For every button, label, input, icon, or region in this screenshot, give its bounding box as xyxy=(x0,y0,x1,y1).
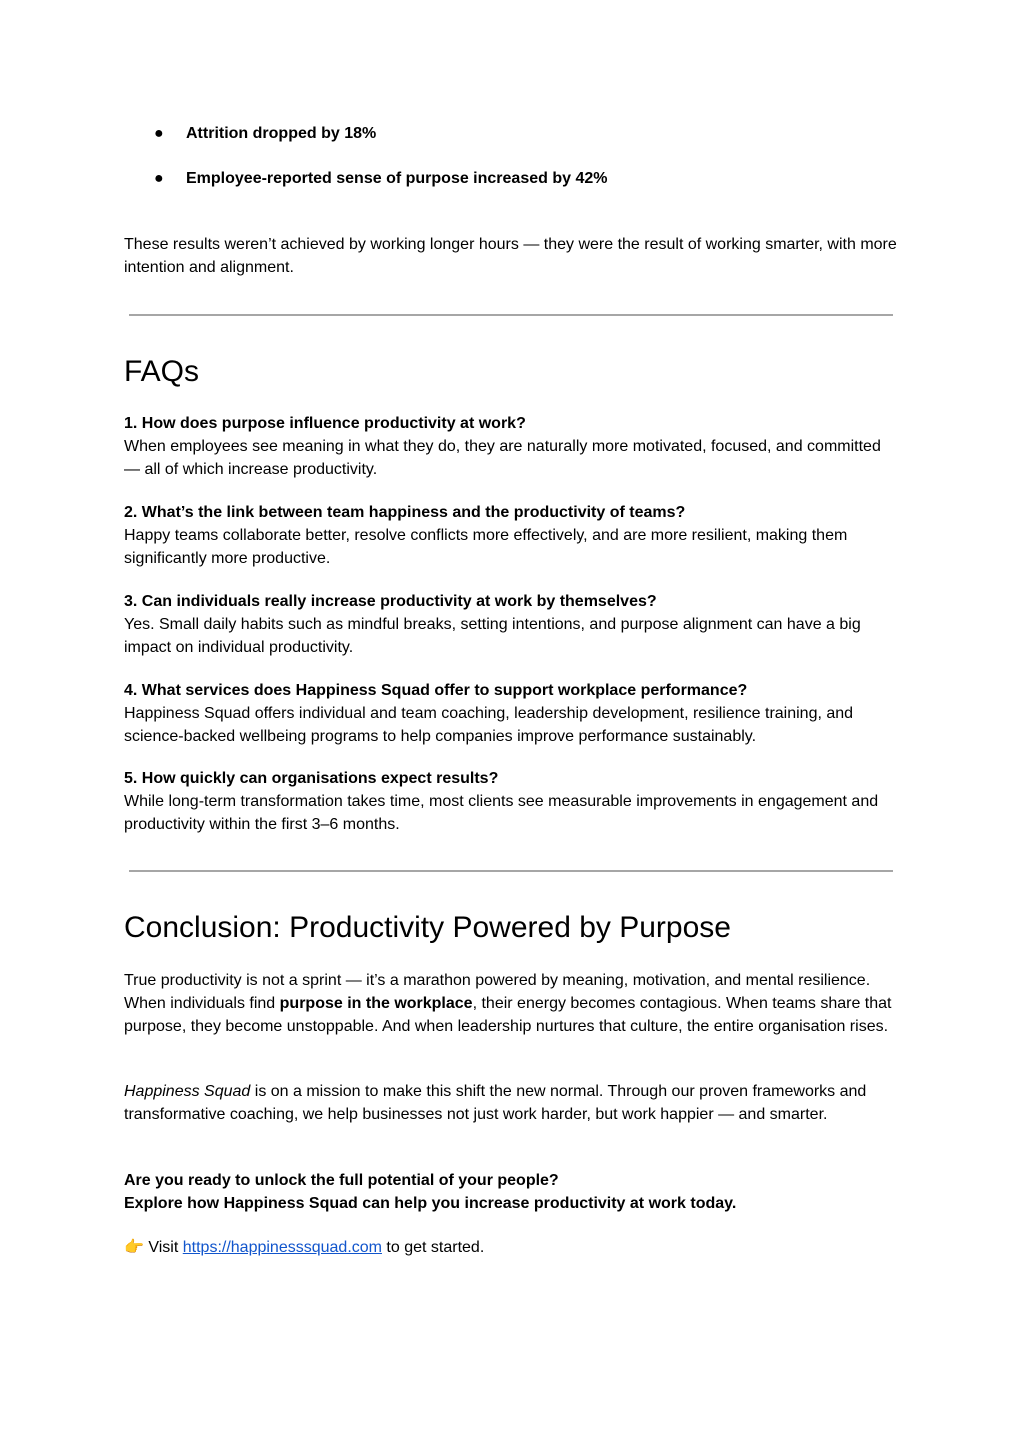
pointing-hand-icon: 👉 xyxy=(124,1237,144,1256)
list-item xyxy=(124,122,899,145)
cta-question: Are you ready to unlock the full potential of your people? xyxy=(124,1172,559,1189)
mission-paragraph xyxy=(124,1080,899,1126)
visit-line xyxy=(124,1235,899,1259)
faq-answer: When employees see meaning in what they do, they are naturally more motivated, focused, and committed — all of which increase productivity. xyxy=(124,438,881,478)
bullet-icon: ● xyxy=(154,125,164,142)
list-item xyxy=(124,167,899,190)
visit-suffix: to get started. xyxy=(381,1239,485,1256)
faq-item xyxy=(124,412,899,481)
faq-question: 1. How does purpose influence productivity at work? xyxy=(124,415,526,432)
faq-question: 5. How quickly can organisations expect results? xyxy=(124,770,499,787)
faq-item xyxy=(124,501,899,570)
faqs-heading: FAQs xyxy=(124,355,200,388)
faq-answer: While long-term transformation takes time, most clients see measurable improvements in engagement and productivity within the first 3–6 months. xyxy=(124,793,879,833)
paragraph-text: , their energy becomes contagious. When teams share that purpose, they become unstoppable. And when leadership nurtures that culture, the entire organisation rises. xyxy=(124,995,892,1035)
visit-prefix: Visit xyxy=(143,1239,183,1256)
faq-question: 3. Can individuals really increase productivity at work by themselves? xyxy=(124,593,657,610)
faq-question: 4. What services does Happiness Squad offer to support workplace performance? xyxy=(124,682,748,699)
conclusion-heading: Conclusion: Productivity Powered by Purpose xyxy=(124,911,731,944)
conclusion-paragraph xyxy=(124,969,899,1038)
faq-item xyxy=(124,767,899,836)
faq-answer: Yes. Small daily habits such as mindful breaks, setting intentions, and purpose alignment can have a big impact on individual productivity. xyxy=(124,616,861,656)
results-summary: These results weren’t achieved by working longer hours — they were the result of working smarter, with more intention and alignment. xyxy=(124,236,897,276)
bullet-text: Attrition dropped by 18% xyxy=(186,125,377,142)
faq-answer: Happiness Squad offers individual and team coaching, leadership development, resilience training, and science-backed wellbeing programs to help companies improve performance sustainably. xyxy=(124,705,854,745)
paragraph-text: True productivity is not a sprint — it’s a marathon powered by meaning, motivation, and mental resilience. When individuals find xyxy=(124,972,871,1012)
bullet-icon: ● xyxy=(154,170,164,187)
paragraph-text: is on a mission to make this shift the new normal. Through our proven frameworks and transformative coaching, we help businesses not just work harder, but work happier — and smarter. xyxy=(124,1083,867,1123)
bullet-text: Employee-reported sense of purpose increased by 42% xyxy=(186,170,608,187)
divider xyxy=(129,870,893,872)
faq-question: 2. What’s the link between team happiness and the productivity of teams? xyxy=(124,504,686,521)
faq-answer: Happy teams collaborate better, resolve conflicts more effectively, and are more resilient, making them significantly more productive. xyxy=(124,527,848,567)
results-bullet-list xyxy=(124,122,899,190)
cta-statement: Explore how Happiness Squad can help you increase productivity at work today. xyxy=(124,1195,737,1212)
bold-phrase: purpose in the workplace xyxy=(279,995,473,1012)
faq-item xyxy=(124,590,899,659)
divider xyxy=(129,314,893,316)
brand-name: Happiness Squad xyxy=(124,1083,251,1100)
faq-item xyxy=(124,679,899,748)
call-to-action xyxy=(124,1169,899,1215)
website-link[interactable]: https://happinesssquad.com xyxy=(182,1239,382,1256)
